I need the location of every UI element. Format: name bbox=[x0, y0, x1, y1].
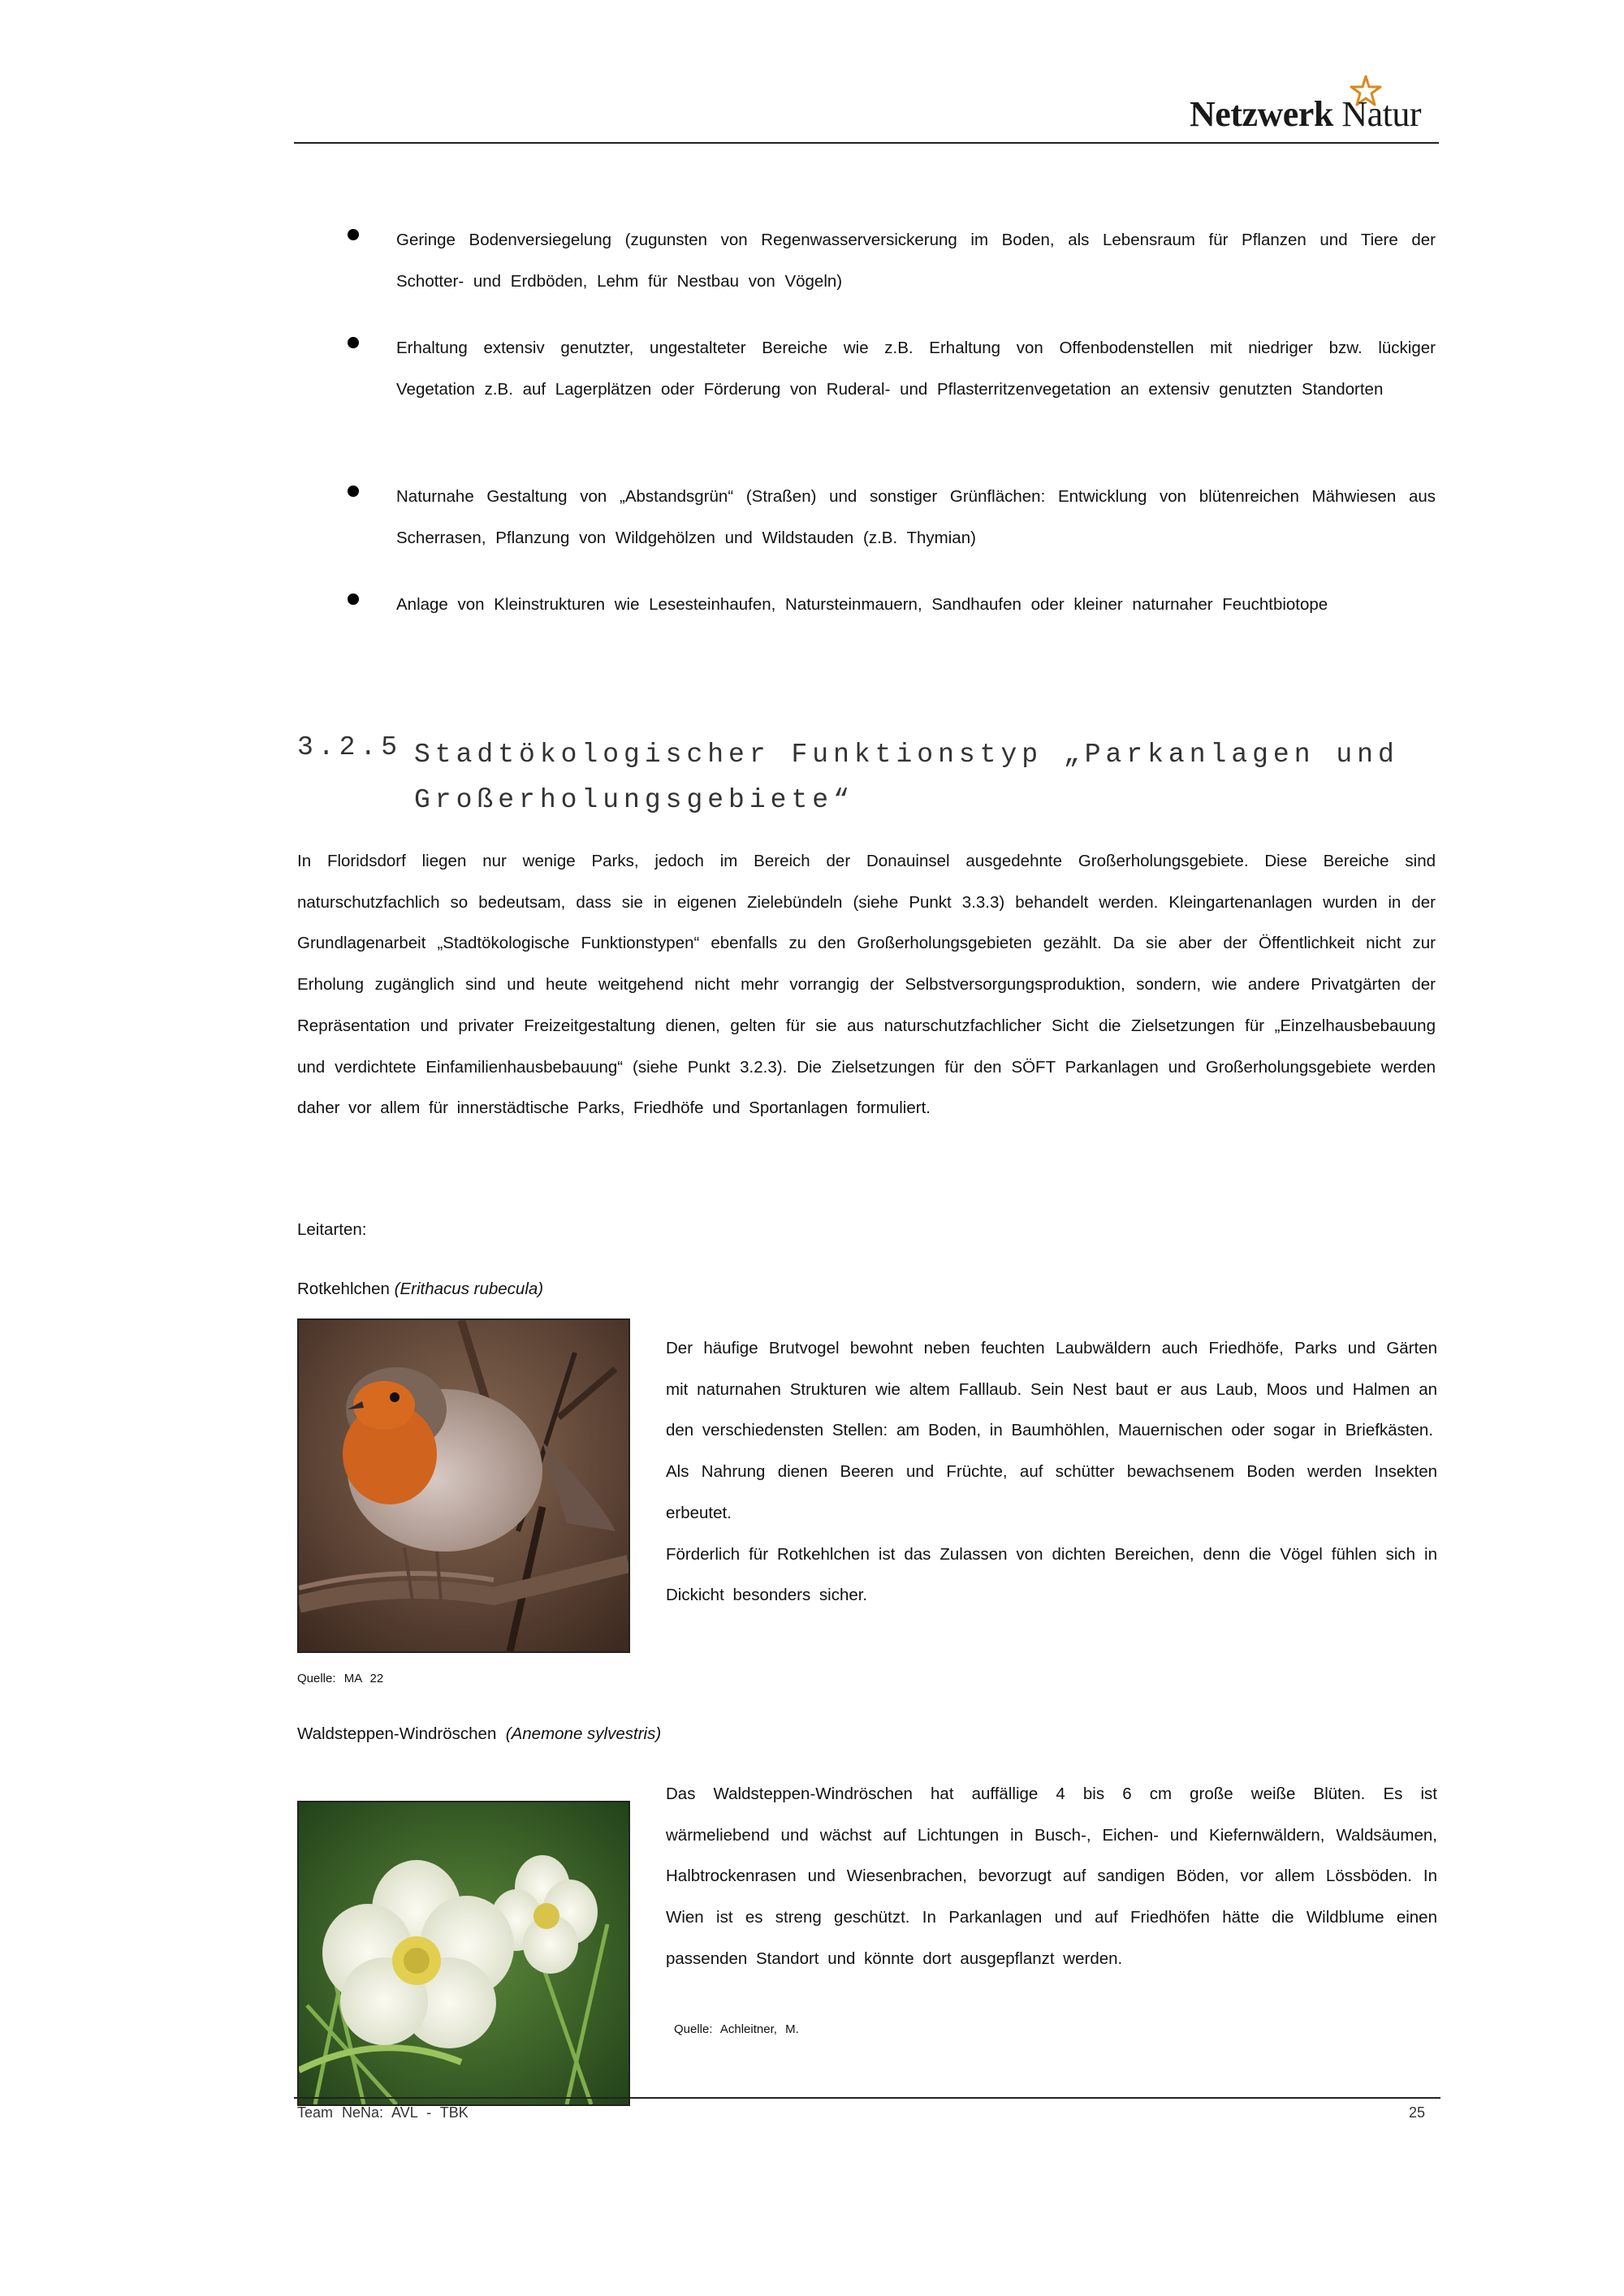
netzwerk-natur-logo bbox=[1186, 75, 1445, 140]
species-paragraph: Der häufige Brutvogel bewohnt neben feuchten Laubwäldern auch Friedhöfe, Parks und Gärten mit naturnahen Strukturen wie altem Falllaub. Sein Nest baut er aus Laub, Moos und Halmen an den verschiedensten Stellen: am Boden, in Baumhöhlen, Mauernischen oder sogar in Briefkästen. bbox=[666, 1339, 1437, 1440]
bullet-item: Geringe Bodenversiegelung (zugunsten von Regenwasserversickerung im Boden, als Lebensraum für Pflanzen und Tiere der Schotter- und Erdböden, Lehm für Nestbau von Vögeln) bbox=[396, 231, 1436, 291]
bullet-icon bbox=[348, 593, 359, 605]
species-heading bbox=[297, 1280, 543, 1299]
species-heading bbox=[297, 1724, 661, 1744]
species-name: Rotkehlchen bbox=[297, 1280, 390, 1298]
species-latin: (Erithacus rubecula) bbox=[394, 1280, 544, 1298]
footer-divider bbox=[294, 2097, 1440, 2099]
leitarten-label: Leitarten: bbox=[297, 1220, 367, 1239]
bullet-icon bbox=[348, 486, 359, 497]
anemone-photo bbox=[297, 1801, 630, 2106]
image-source: Quelle: MA 22 bbox=[297, 1672, 384, 1685]
anemone-image bbox=[299, 1802, 628, 2104]
species-description bbox=[666, 1774, 1437, 1980]
species-paragraph: Als Nahrung dienen Beeren und Früchte, auf schütter bewachsenem Boden werden Insekten erbeutet. bbox=[666, 1462, 1437, 1522]
bullet-item: Anlage von Kleinstrukturen wie Lesesteinhaufen, Natursteinmauern, Sandhaufen oder kleiner naturnaher Feuchtbiotope bbox=[396, 595, 1328, 614]
logo-text: Netzwerk Natur bbox=[1190, 94, 1421, 134]
section-number: 3.2.5 bbox=[297, 732, 403, 762]
section-title: Stadtökologischer Funktionstyp „Parkanlagen und Großerholungsgebiete“ bbox=[414, 740, 1399, 815]
header-divider bbox=[294, 142, 1439, 144]
robin-photo bbox=[297, 1318, 630, 1653]
bullet-item: Naturnahe Gestaltung von „Abstandsgrün“ (Straßen) und sonstiger Grünflächen: Entwicklung von blütenreichen Mähwiesen aus Scherrasen, Pflanzung von Wildgehölzen und Wildstauden (z.B. Thymian) bbox=[396, 487, 1436, 547]
image-source: Quelle: Achleitner, M. bbox=[674, 2022, 799, 2036]
species-paragraph: Das Waldsteppen-Windröschen hat auffällige 4 bis 6 cm große weiße Blüten. Es ist wärmeliebend und wächst auf Lichtungen in Busch-, Eichen- und Kiefernwäldern, Waldsäumen, Halbtrockenrasen und Wiesenbrachen, bevorzugt auf sandigen Böden, vor allem Lössböden. In Wien ist es streng geschützt. In Parkanlagen und auf Friedhöfen hätte die Wildblume einen passenden Standort und könnte dort ausgepflanzt werden. bbox=[666, 1785, 1437, 1968]
species-latin: (Anemone sylvestris) bbox=[505, 1724, 662, 1743]
footer-team: Team NeNa: AVL - TBK bbox=[297, 2104, 469, 2121]
robin-image bbox=[299, 1320, 628, 1651]
species-name: Waldsteppen-Windröschen bbox=[297, 1724, 497, 1743]
intro-paragraph: In Floridsdorf liegen nur wenige Parks, jedoch im Bereich der Donauinsel ausgedehnte Großerholungsgebiete. Diese Bereiche sind naturschutzfachlich so bedeutsam, dass sie in eigenen Zielebündeln (siehe Punkt 3.3.3) behandelt werden. Kleingartenanlagen wurden in der Grundlagenarbeit „Stadtökologische Funktionstypen“ ebenfalls zu den Großerholungsgebieten gezählt. Da sie aber der Öffentlichkeit nicht zur Erholung zugänglich sind und heute weitgehend nicht mehr vorrangig der Selbstversorgungsproduktion, sondern, wie andere Privatgärten der Repräsentation und privater Freizeitgestaltung dienen, gelten für sie aus naturschutzfachlicher Sicht die Zielsetzungen für „Einzelhausbebauung und verdichtete Einfamilienhausbebauung“ (siehe Punkt 3.2.3). Die Zielsetzungen für den SÖFT Parkanlagen und Großerholungsgebiete werden daher vor allem für innerstädtische Parks, Friedhöfe und Sportanlagen formuliert. bbox=[297, 852, 1436, 1118]
bullet-icon bbox=[348, 337, 359, 348]
page-number: 25 bbox=[1409, 2104, 1426, 2121]
species-paragraph: Förderlich für Rotkehlchen ist das Zulassen von dichten Bereichen, denn die Vögel fühlen sich in Dickicht besonders sicher. bbox=[666, 1544, 1437, 1605]
species-description bbox=[666, 1328, 1437, 1616]
bullet-item: Erhaltung extensiv genutzter, ungestalteter Bereiche wie z.B. Erhaltung von Offenbodenstellen mit niedriger bzw. lückiger Vegetation z.B. auf Lagerplätzen oder Förderung von Ruderal- und Pflasterritzenvegetation an extensiv genutzten Standorten bbox=[396, 339, 1436, 399]
bullet-icon bbox=[348, 229, 359, 240]
